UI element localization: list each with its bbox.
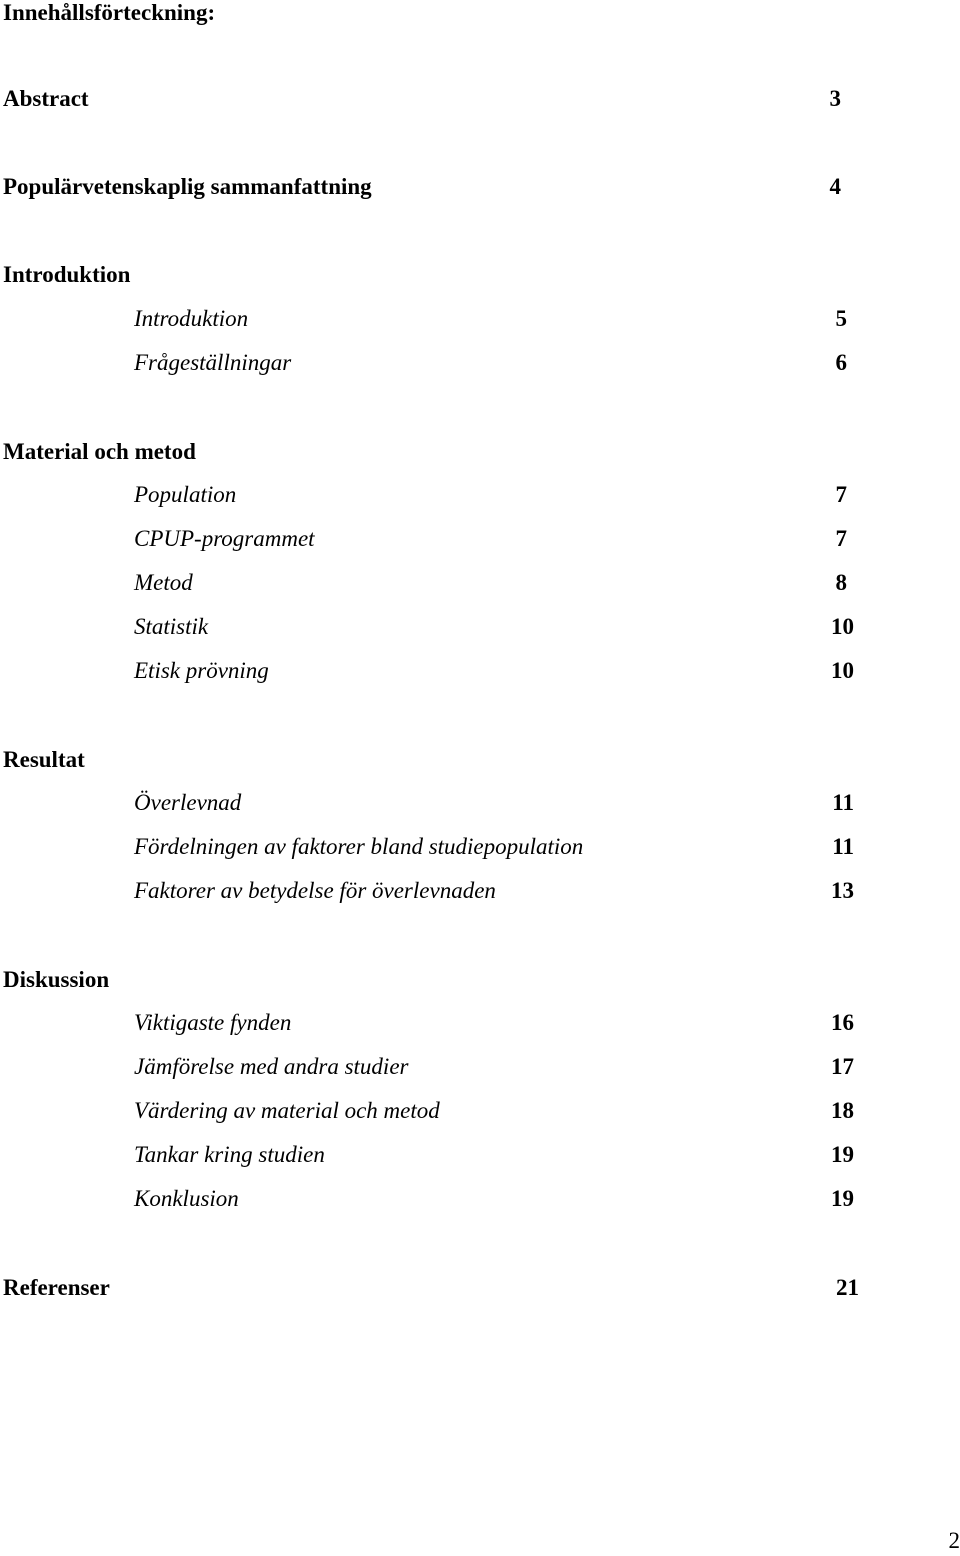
toc-entry-page: 3: [829, 86, 841, 111]
toc-subentry-label: Faktorer av betydelse för överlevnaden: [134, 878, 496, 903]
toc-subentry-label: CPUP-programmet: [134, 526, 315, 551]
toc-subentry-page: 11: [832, 790, 854, 815]
toc-section-label: Introduktion: [3, 262, 131, 287]
toc-entry-label: Populärvetenskaplig sammanfattning: [3, 174, 372, 199]
toc-entry-abstract[interactable]: [0, 84, 960, 114]
toc-entry-referenser[interactable]: [0, 1273, 960, 1303]
toc-subentry[interactable]: [0, 304, 960, 334]
toc-subentry-page: 10: [831, 658, 854, 683]
toc-subentry-label: Introduktion: [134, 306, 249, 331]
toc-subentry[interactable]: [0, 1052, 960, 1082]
toc-subentry[interactable]: [0, 568, 960, 598]
toc-subentry[interactable]: [0, 788, 960, 818]
toc-subentry-page: 19: [831, 1142, 854, 1167]
toc-subentry[interactable]: [0, 876, 960, 906]
toc-subentry-label: Jämförelse med andra studier: [134, 1054, 409, 1079]
toc-section-introduktion: [0, 260, 960, 290]
toc-subentry[interactable]: [0, 832, 960, 862]
toc-subentry-page: 7: [835, 482, 847, 507]
toc-subentry[interactable]: [0, 1140, 960, 1170]
toc-subentry-label: Värdering av material och metod: [134, 1098, 440, 1123]
toc-subentry[interactable]: [0, 1096, 960, 1126]
toc-subentry-page: 19: [831, 1186, 854, 1211]
toc-subentry-page: 16: [831, 1010, 854, 1035]
toc-section-label: Diskussion: [3, 967, 110, 992]
toc-subentry[interactable]: [0, 656, 960, 686]
toc-subentry-label: Överlevnad: [134, 790, 242, 815]
toc-entry-label: Abstract: [3, 86, 89, 111]
page-number: 2: [948, 1528, 960, 1553]
toc-subentry[interactable]: [0, 348, 960, 378]
toc-entry-page: 21: [836, 1275, 859, 1300]
toc-subentry-label: Viktigaste fynden: [134, 1010, 292, 1035]
toc-entry-page: 4: [829, 174, 841, 199]
toc-section-diskussion: [0, 965, 960, 995]
toc-subentry-label: Konklusion: [134, 1186, 239, 1211]
toc-subentry[interactable]: [0, 612, 960, 642]
toc-subentry-page: 8: [835, 570, 847, 595]
toc-subentry[interactable]: [0, 524, 960, 554]
toc-subentry-label: Etisk prövning: [134, 658, 269, 683]
toc-entry-popular-summary[interactable]: [0, 172, 960, 202]
toc-subentry-label: Frågeställningar: [134, 350, 292, 375]
toc-subentry-page: 7: [835, 526, 847, 551]
toc-subentry-label: Metod: [134, 570, 193, 595]
toc-subentry-page: 18: [831, 1098, 854, 1123]
toc-subentry-page: 6: [835, 350, 847, 375]
toc-subentry-page: 10: [831, 614, 854, 639]
toc-subentry-label: Statistik: [134, 614, 209, 639]
toc-title: Innehållsförteckning:: [3, 0, 216, 25]
toc-subentry-label: Fördelningen av faktorer bland studiepopulation: [134, 834, 584, 859]
toc-subentry-page: 17: [831, 1054, 854, 1079]
toc-subentry[interactable]: [0, 1184, 960, 1214]
toc-subentry-label: Tankar kring studien: [134, 1142, 325, 1167]
toc-subentry-page: 11: [832, 834, 854, 859]
toc-section-resultat: [0, 745, 960, 775]
toc-subentry-page: 5: [835, 306, 847, 331]
toc-entry-label: Referenser: [3, 1275, 110, 1300]
toc-subentry[interactable]: [0, 1008, 960, 1038]
toc-section-label: Material och metod: [3, 439, 196, 464]
toc-subentry-page: 13: [831, 878, 854, 903]
toc-section-material-och-metod: [0, 437, 960, 467]
toc-section-label: Resultat: [3, 747, 85, 772]
toc-subentry-label: Population: [134, 482, 237, 507]
toc-subentry[interactable]: [0, 480, 960, 510]
